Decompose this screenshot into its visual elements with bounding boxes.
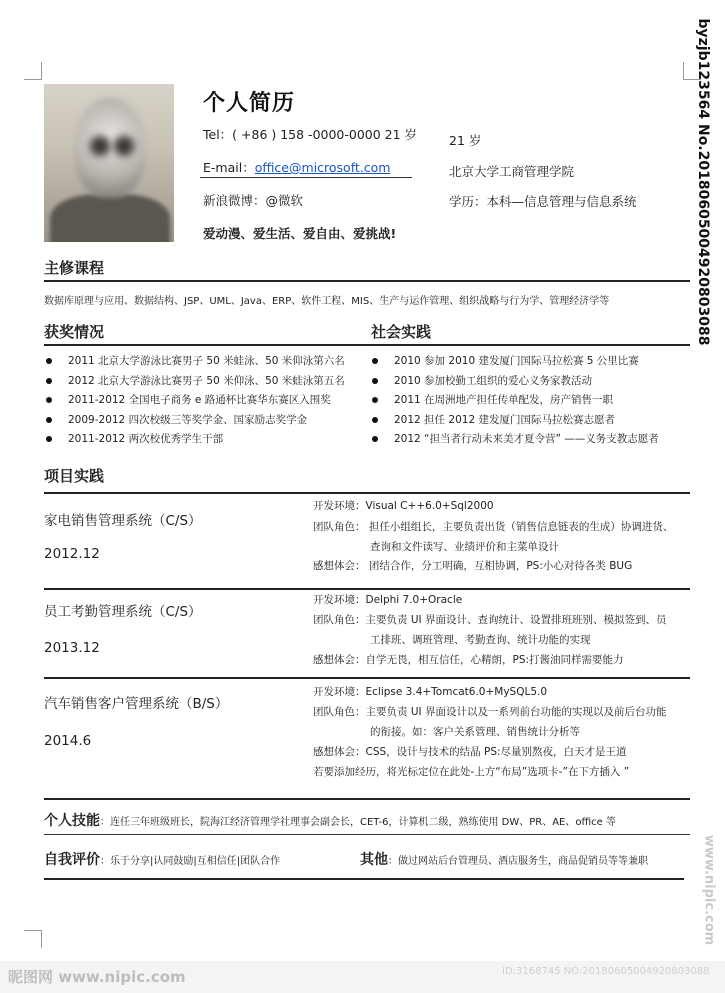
skills-text: ：连任三年班级班长，院海江经济管理学社理事会副会长，CET-6，计算机二级，熟练使用 DW、PR、AE、office 等 <box>100 817 616 828</box>
other-label: 其他 <box>360 852 388 868</box>
courses-rule <box>44 280 690 282</box>
age: 21 岁 <box>449 133 482 148</box>
social-heading: 社会实践 <box>371 323 432 341</box>
project-1-env: 开发环境：Visual C++6.0+Sql2000 <box>313 500 494 512</box>
social-item <box>372 412 615 427</box>
bullet-icon <box>372 436 378 442</box>
project-1-rule <box>44 588 690 590</box>
award-item <box>46 353 345 368</box>
bullet-icon <box>372 358 378 364</box>
social-item <box>372 431 659 446</box>
project-3-env: 开发环境：Eclipse 3.4+Tomcat6.0+MySQL5.0 <box>313 686 548 698</box>
award-item-text: 2012 北京大学游泳比赛男子 50 米仰泳、50 米蛙泳第五名 <box>68 374 345 387</box>
project-2-name: 员工考勤管理系统（C/S） <box>44 604 202 620</box>
award-item-text: 2011 北京大学游泳比赛男子 50 米蛙泳、50 米仰泳第六名 <box>68 355 345 367</box>
tel-line: Tel：( +86 ) 158 -0000-0000 21 岁 <box>203 127 418 142</box>
school: 北京大学工商管理学院 <box>449 164 575 179</box>
email-label: E-mail： <box>203 160 255 175</box>
bullet-icon <box>46 436 52 442</box>
project-2-rule <box>44 677 690 679</box>
footer-watermark-logo: 昵图网 www.nipic.com <box>8 968 186 986</box>
project-3-rule <box>44 798 690 800</box>
other-line <box>360 849 648 869</box>
social-item <box>372 353 639 368</box>
skills-label: 个人技能 <box>44 813 100 829</box>
social-item-text: 2010 参加校勤工组织的爱心义务家教活动 <box>394 374 593 387</box>
social-item <box>372 373 592 388</box>
bottom-rule <box>44 878 684 880</box>
side-watermark-site: www.nipic.com <box>701 834 717 946</box>
weibo-line: 新浪微博：@微软 <box>203 193 304 208</box>
skills-line <box>44 810 616 830</box>
bullet-icon <box>46 417 52 423</box>
projects-heading: 项目实践 <box>44 467 105 485</box>
social-item-text: 2012 担任 2012 建发厦门国际马拉松赛志愿者 <box>394 413 615 426</box>
corner-mark-top-left <box>24 62 42 80</box>
courses-heading: 主修课程 <box>44 259 105 277</box>
bullet-icon <box>372 417 378 423</box>
award-item-text: 2011-2012 两次校优秀学生干部 <box>68 433 224 445</box>
footer-watermark-id: ID:3168745 NO:20180605004920803088 <box>502 966 710 977</box>
award-item <box>46 431 223 446</box>
project-3-role: 团队角色：主要负责 UI 界面设计以及一系列前台功能的实现以及前后台功能 <box>313 706 667 718</box>
degree: 学历：本科—信息管理与信息系统 <box>449 194 637 209</box>
project-1-name: 家电销售管理系统（C/S） <box>44 513 202 529</box>
social-item-text: 2012 “担当者行动未来美才夏令营” ——义务支教志愿者 <box>394 433 659 445</box>
profile-photo <box>44 84 174 242</box>
award-item <box>46 412 307 427</box>
bullet-icon <box>372 378 378 384</box>
project-1-role-cont: 查询和文件读写、业绩评价和主菜单设计 <box>370 541 559 553</box>
email-line <box>203 158 390 176</box>
awards-heading: 获奖情况 <box>44 323 105 341</box>
projects-rule <box>44 492 690 494</box>
bullet-icon <box>46 397 52 403</box>
project-2-role: 团队角色：主要负责 UI 界面设计、查询统计、设置排班班别、模拟签到、员 <box>313 614 667 626</box>
motto: 爱动漫、爱生活、爱自由、爱挑战! <box>203 226 397 241</box>
award-item-text: 2009-2012 四次校级三等奖学金、国家励志奖学金 <box>68 413 308 426</box>
self-eval-line <box>44 849 280 869</box>
project-3-note: 若要添加经历，将光标定位在此处-上方“布局”选项卡-”在下方插入 ” <box>313 766 630 778</box>
resume-title: 个人简历 <box>203 91 296 116</box>
project-1-role: 团队角色： 担任小组组长，主要负责出货（销售信息链表的生成）协调进货、 <box>313 521 674 533</box>
side-watermark: byzjb123564 No.20180605004920803088 <box>695 18 711 346</box>
project-1-date: 2012.12 <box>44 546 100 562</box>
skills-rule <box>44 834 690 835</box>
project-3-date: 2014.6 <box>44 733 92 749</box>
bullet-icon <box>46 378 52 384</box>
project-3-role-cont: 的衔接。如：客户关系管理、销售统计分析等 <box>370 726 580 738</box>
project-2-env: 开发环境：Delphi 7.0+Oracle <box>313 594 463 606</box>
email-link[interactable]: office@microsoft.com <box>254 160 391 175</box>
bullet-icon <box>46 358 52 364</box>
project-3-feel: 感想体会：CSS，设计与技术的结晶 PS:尽量别熬夜，白天才是王道 <box>313 746 627 758</box>
self-eval-label: 自我评价 <box>44 852 100 868</box>
other-text: ：做过网站后台管理员、酒店服务生，商品促销员等等兼职 <box>388 856 648 867</box>
email-underline <box>200 177 412 178</box>
social-item-text: 2011 在周洲地产担任传单配发，房产销售一职 <box>394 394 614 406</box>
project-1-feel: 感想体会： 团结合作，分工明确，互相协调，PS:小心对待各类 BUG <box>313 560 633 572</box>
awards-rule <box>44 344 690 346</box>
corner-mark-bottom-left <box>24 930 42 948</box>
bullet-icon <box>372 397 378 403</box>
social-item <box>372 392 613 407</box>
award-item-text: 2011-2012 全国电子商务 e 路通杯比赛华东赛区入围奖 <box>68 394 331 406</box>
project-2-role-cont: 工排班、调班管理、考勤查询、统计功能的实现 <box>370 634 591 646</box>
project-2-feel: 感想体会：自学无畏，相互信任，心精朗，PS:打酱油同样需要能力 <box>313 654 624 666</box>
project-3-name: 汽车销售客户管理系统（B/S） <box>44 696 229 712</box>
award-item <box>46 392 331 407</box>
award-item <box>46 373 345 388</box>
courses-text: 数据库原理与应用、数据结构、JSP、UML、Java、ERP、软件工程、MIS、生产与运作管理、组织战略与行为学、管理经济学等 <box>44 296 610 307</box>
social-item-text: 2010 参加 2010 建发厦门国际马拉松赛 5 公里比赛 <box>394 355 639 367</box>
project-2-date: 2013.12 <box>44 640 100 656</box>
self-eval-text: ：乐于分享|认同鼓励|互相信任|团队合作 <box>100 856 281 867</box>
